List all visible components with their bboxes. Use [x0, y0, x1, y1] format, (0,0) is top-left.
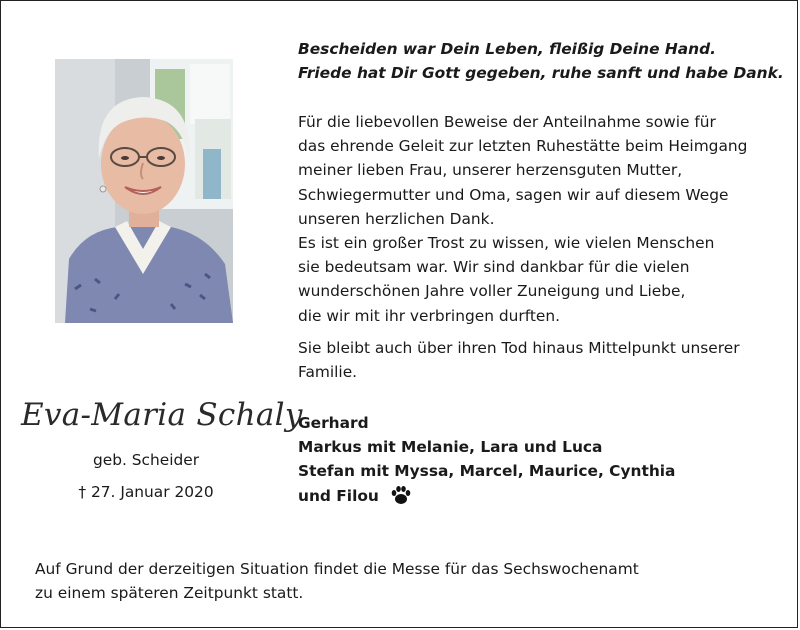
signer-line: Markus mit Melanie, Lara und Luca	[298, 438, 603, 457]
paw-icon	[390, 485, 412, 505]
mass-notice	[35, 557, 775, 605]
notice-line: Auf Grund der derzeitigen Situation findet die Messe für das Sechswochenamt	[35, 560, 639, 578]
portrait-image	[55, 59, 233, 323]
thanks-line: Schwiegermutter und Oma, sagen wir auf diesem Wege	[298, 185, 729, 204]
thanks-line: das ehrende Geleit zur letzten Ruhestätte beim Heimgang	[298, 137, 748, 156]
motto-line: Bescheiden war Dein Leben, fleißig Deine Hand.	[298, 40, 716, 58]
signer-line: Gerhard	[298, 414, 369, 432]
thanks-line: Es ist ein großer Trost zu wissen, wie vielen Menschen	[298, 234, 715, 253]
signer-line: Stefan mit Myssa, Marcel, Maurice, Cynthia	[298, 462, 676, 481]
thanks-line: die wir mit ihr verbringen durften.	[298, 306, 561, 325]
thanks-line: meiner lieben Frau, unserer herzensguten Mutter,	[298, 161, 683, 180]
signer-line-text: und Filou	[298, 486, 379, 505]
motto-verse	[298, 37, 784, 85]
birth-name: geb. Scheider	[92, 451, 200, 469]
family-paragraph	[298, 336, 778, 384]
family-line: Familie.	[298, 363, 358, 382]
deceased-name: Eva-Maria Schaly	[21, 397, 303, 433]
motto-line: Friede hat Dir Gott gegeben, ruhe sanft und habe Dank.	[298, 64, 784, 82]
family-line: Sie bleibt auch über ihren Tod hinaus Mittelpunkt unserer	[298, 339, 740, 357]
death-date: † 27. Januar 2020	[78, 483, 214, 501]
thanks-line: sie bedeutsam war. Wir sind dankbar für die vielen	[298, 258, 690, 277]
thanks-line: Für die liebevollen Beweise der Anteilnahme sowie für	[298, 113, 716, 131]
thanks-line: unseren herzlichen Dank.	[298, 209, 495, 228]
signer-line-last	[298, 484, 778, 508]
signers-list	[298, 411, 778, 508]
thanks-paragraph	[298, 110, 778, 328]
thanks-line: wunderschönen Jahre voller Zuneigung und Liebe,	[298, 282, 686, 301]
portrait-photo	[55, 59, 233, 323]
notice-line: zu einem späteren Zeitpunkt statt.	[35, 584, 304, 603]
